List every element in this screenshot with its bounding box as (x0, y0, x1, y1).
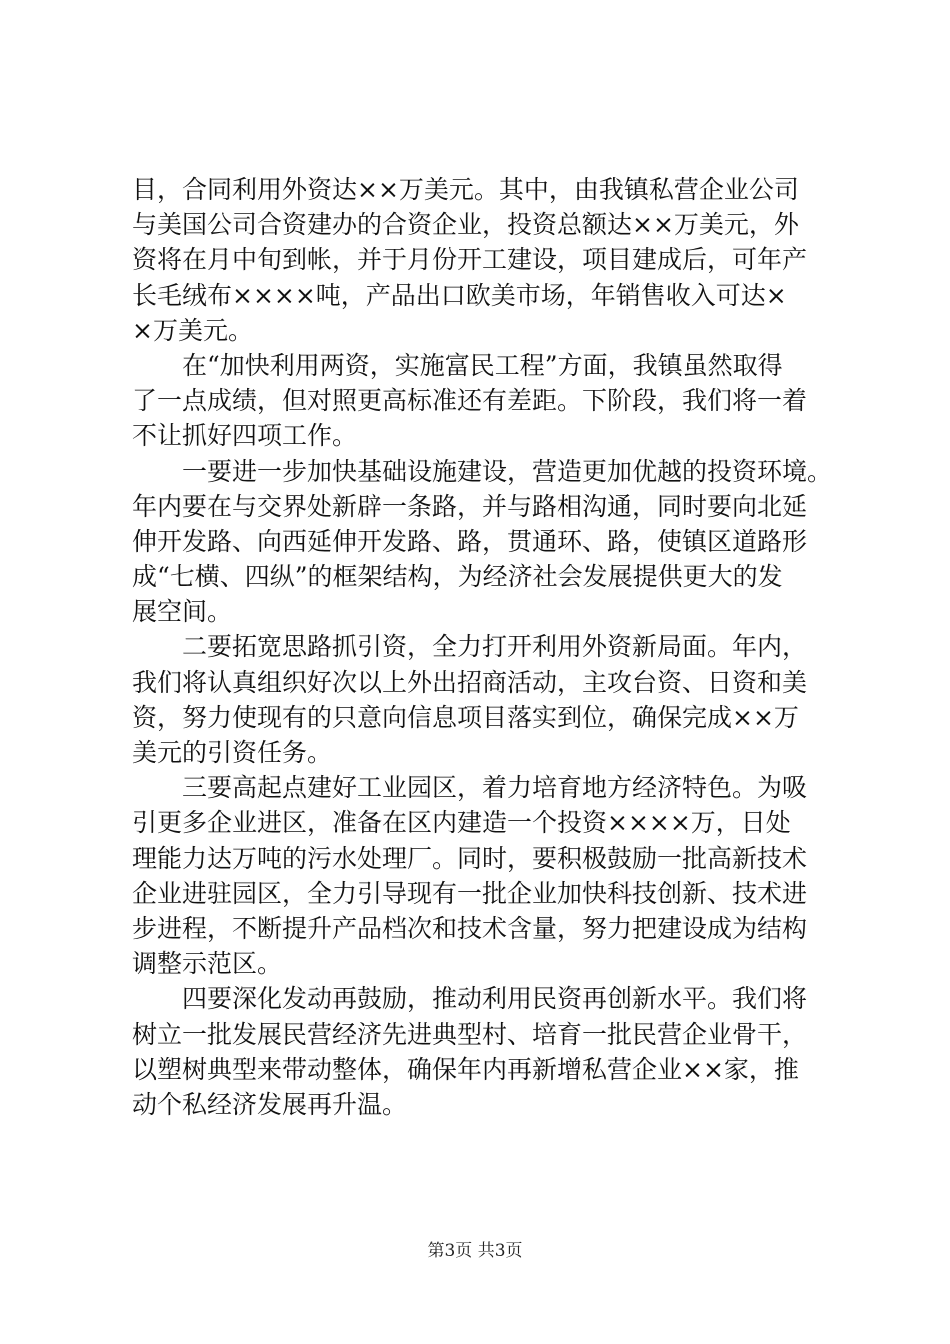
text-line: 在“加快利用两资，实施富民工程”方面，我镇虽然取得 (132, 350, 783, 380)
text-line: 年内要在与交界处新辟一条路，并与路相沟通，同时要向北延 (132, 491, 808, 521)
text-line: 资将在月中旬到帐，并于月份开工建设，项目建成后，可年产 (132, 245, 808, 275)
page-number-footer: 第3页 共3页 (427, 1241, 523, 1261)
text-line: 了一点成绩，但对照更高标准还有差距。下阶段，我们将一着 (132, 386, 808, 416)
text-line: 调整示范区。 (132, 949, 283, 979)
text-line: 理能力达万吨的污水处理厂。同时，要积极鼓励一批高新技术 (132, 843, 808, 873)
text-line: ×万美元。 (132, 315, 253, 345)
text-line: 伸开发路、向西延伸开发路、路，贯通环、路，使镇区道路形 (132, 526, 808, 556)
text-line: 引更多企业进区，准备在区内建造一个投资××××万，日处 (132, 808, 791, 838)
text-line: 三要高起点建好工业园区，着力培育地方经济特色。为吸 (132, 773, 808, 803)
text-line: 四要深化发动再鼓励，推动利用民资再创新水平。我们将 (132, 984, 808, 1014)
text-line: 与美国公司合资建办的合资企业，投资总额达××万美元，外 (132, 210, 799, 240)
text-line: 长毛绒布××××吨，产品出口欧美市场，年销售收入可达× (132, 280, 787, 310)
text-line: 美元的引资任务。 (132, 738, 333, 767)
text-line: 不让抓好四项工作。 (132, 421, 358, 451)
text-line: 一要进一步加快基础设施建设，营造更加优越的投资环境。 (132, 456, 833, 486)
text-line: 企业进驻园区，全力引导现有一批企业加快科技创新、技术进 (132, 878, 808, 908)
text-line: 资，努力使现有的只意向信息项目落实到位，确保完成××万 (132, 702, 799, 732)
document-body (132, 172, 844, 1122)
text-line: 步进程，不断提升产品档次和技术含量，努力把建设成为结构 (132, 913, 808, 943)
text-line: 展空间。 (132, 597, 233, 627)
text-line: 动个私经济发展再升温。 (132, 1089, 408, 1119)
text-line: 我们将认真组织好次以上外出招商活动，主攻台资、日资和美 (132, 667, 808, 697)
text-line: 目，合同利用外资达××万美元。其中，由我镇私营企业公司 (132, 175, 799, 204)
text-line: 以塑树典型来带动整体，确保年内再新增私营企业××家，推 (132, 1054, 799, 1084)
text-line: 二要拓宽思路抓引资，全力打开利用外资新局面。年内， (132, 632, 808, 662)
text-line: 树立一批发展民营经济先进典型村、培育一批民营企业骨干， (132, 1019, 808, 1049)
text-line: 成“七横、四纵”的框架结构，为经济社会发展提供更大的发 (132, 562, 783, 592)
